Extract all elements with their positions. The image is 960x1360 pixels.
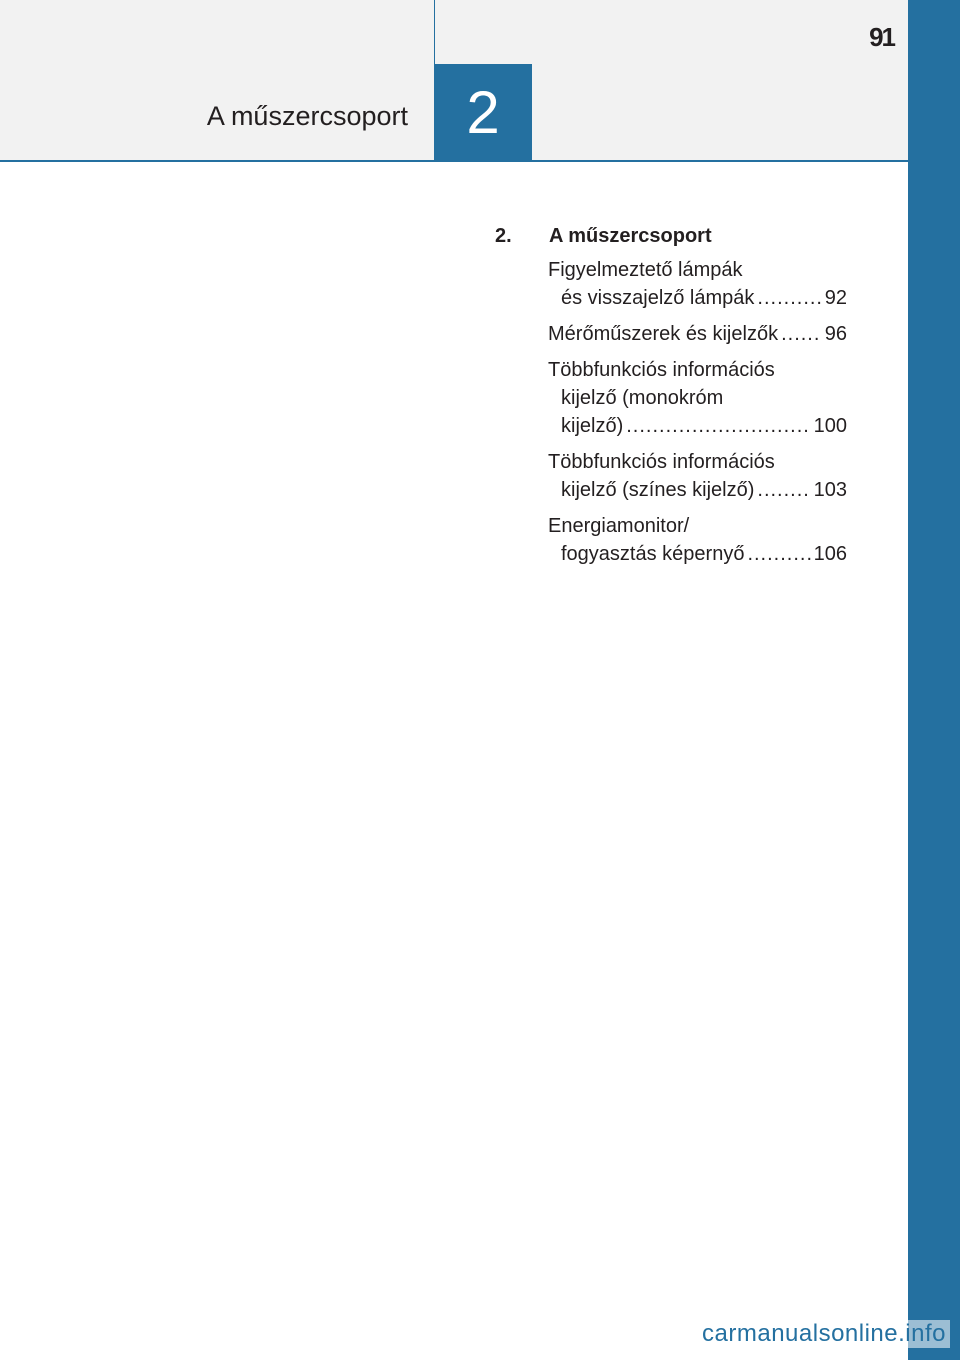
toc-item-text: fogyasztás képernyő	[561, 543, 745, 565]
toc-item-page: 103	[813, 479, 847, 501]
toc-item[interactable]	[548, 448, 847, 504]
toc-item[interactable]	[548, 320, 847, 348]
toc-leader-dots	[626, 412, 810, 440]
toc-list	[548, 256, 847, 568]
toc-item-page: 100	[813, 415, 847, 437]
chapter-number: 2	[466, 79, 500, 146]
toc-item-line: Többfunkciós információs	[548, 359, 775, 381]
toc-item-last-line	[548, 284, 847, 312]
toc-leader-dots	[781, 320, 822, 348]
toc-item-text: és visszajelző lámpák	[561, 287, 755, 309]
toc-leader-dots	[757, 476, 810, 504]
chapter-number-box	[434, 64, 532, 162]
toc-section-heading	[495, 222, 847, 250]
toc-item-page: 92	[824, 287, 847, 309]
toc-item[interactable]	[548, 512, 847, 568]
toc-item-page: 106	[813, 543, 847, 565]
toc-item-last-line	[548, 476, 847, 504]
toc-item-last-line	[548, 540, 847, 568]
toc-item-last-line	[548, 412, 847, 440]
toc-item-page: 96	[824, 323, 847, 345]
toc-item-line: Figyelmeztető lámpák	[548, 259, 743, 281]
toc-leader-dots	[747, 540, 810, 568]
toc-section-number: 2.	[495, 225, 512, 247]
toc-leader-dots	[757, 284, 821, 312]
toc-item-last-line	[548, 320, 847, 348]
chapter-title: A műszercsoport	[206, 101, 408, 131]
toc-item[interactable]	[548, 356, 847, 440]
toc-item-text: kijelző)	[561, 415, 624, 437]
page-number: 91	[869, 22, 894, 52]
toc-item-text: Mérőműszerek és kijelzők	[548, 323, 779, 345]
toc-item-line: Többfunkciós információs	[548, 451, 775, 473]
chapter-side-bar	[908, 0, 960, 1360]
header-divider	[434, 0, 435, 66]
toc-section-title: A műszercsoport	[549, 225, 712, 247]
table-of-contents	[495, 222, 847, 576]
toc-item-line: kijelző (monokróm	[561, 387, 724, 409]
toc-item-line: Energiamonitor/	[548, 515, 690, 537]
watermark: carmanualsonline.info	[698, 1320, 950, 1348]
toc-item-text: kijelző (színes kijelző)	[561, 479, 755, 501]
toc-item[interactable]	[548, 256, 847, 312]
